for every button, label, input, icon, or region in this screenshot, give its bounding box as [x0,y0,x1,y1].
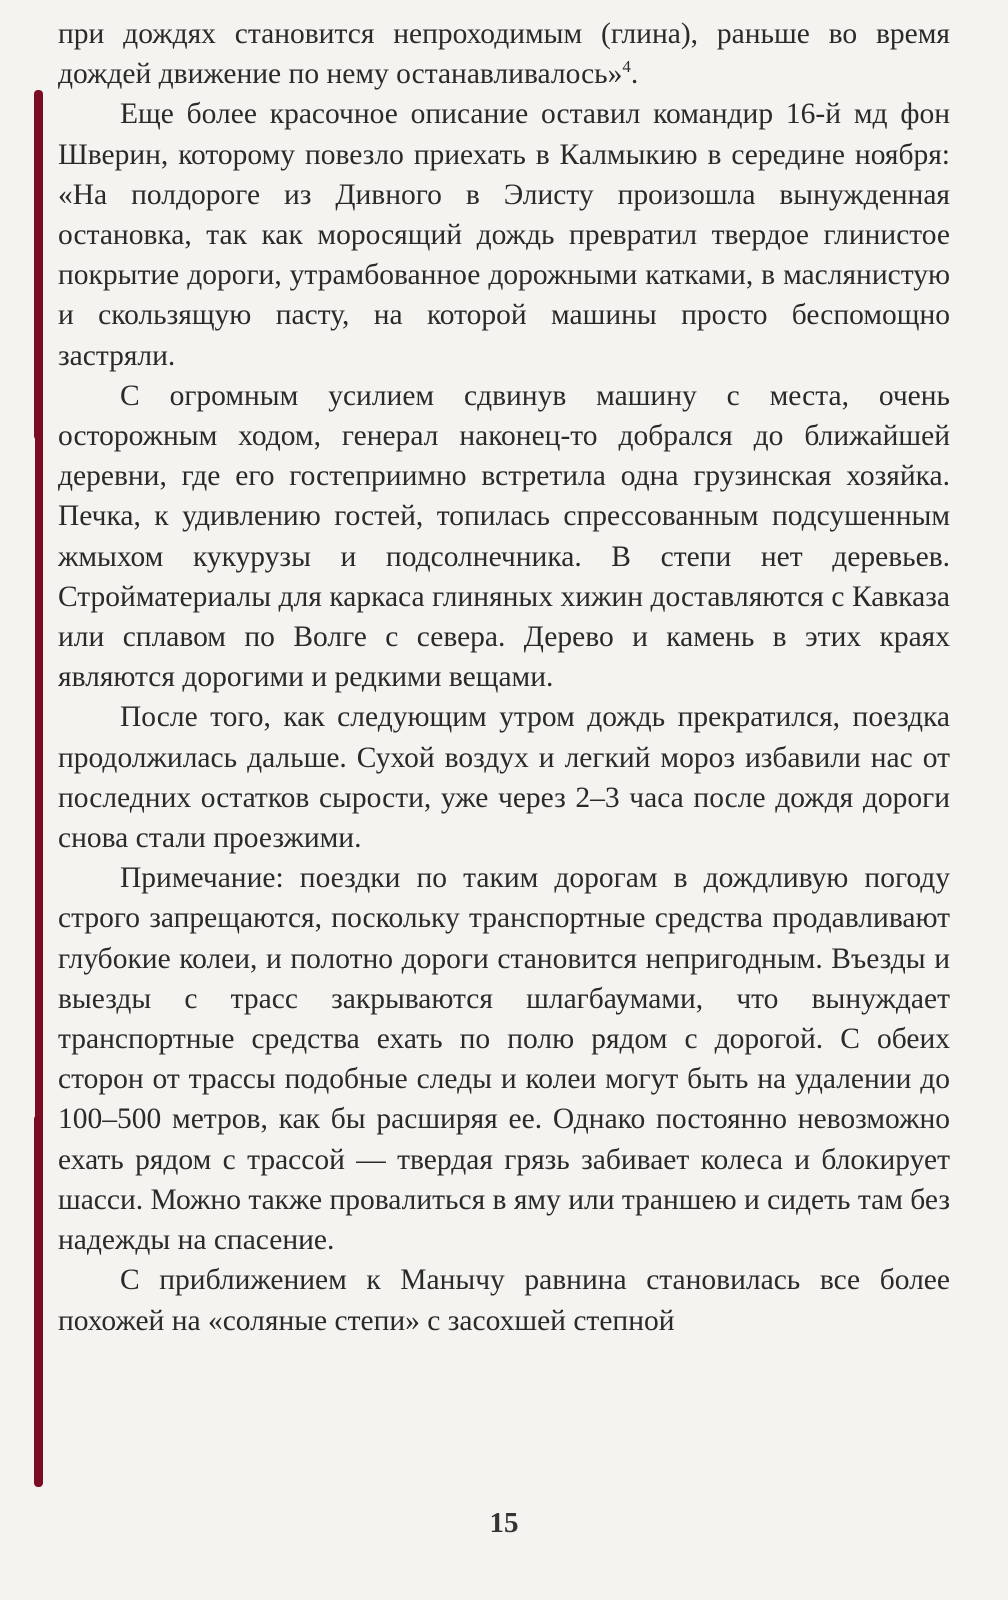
highlight-bar-top [34,90,43,440]
paragraph-1: Еще более красочное описание оставил командир 16-й мд фон Шверин, которому повезло приехать в Калмыкию в середине ноября: «На полдороге из Дивного в Элисту произошла вынужденная остановка, так как моросящий дождь превратил твердое глинистое покрытие дороги, утрамбованное дорожными катками, в маслянистую и скользящую пасту, на которой машины просто беспомощно застряли. [58,98,950,372]
highlight-bar-bottom [34,1115,43,1487]
paragraph-2: С огромным усилием сдвинув машину с места, очень осторожным ходом, генерал наконец-то добрался до ближайшей деревни, где его гостеприимно встретила одна грузинская хозяйка. Печка, к удивлению гостей, топилась спрессованным подсушенным жмыхом кукурузы и подсолнечника. В степи нет деревьев. Стройматериалы для каркаса глиняных хижин доставляются с Кавказа или сплавом по Волге с севера. Дерево и камень в этих краях являются дорогими и редкими вещами. [58,379,950,694]
footnote-reference: 4 [622,57,631,77]
paragraph-continuation: при дождях становится непроходимым (глина), раньше во время дождей движение по нему останавливалось»$^4$. [58,18,950,91]
paragraph-4: Примечание: поездки по таким дорогам в дождливую погоду строго запрещаются, поскольку транспортные средства продавливают глубокие колеи, и полотно дороги становится непригодным. Въезды и выезды с трасс закрываются шлагбаумами, что вынуждает транспортные средства ехать по полю рядом с дорогой. С обеих сторон от трассы подобные следы и колеи могут быть на удалении до 100–500 метров, как бы расширяя ее. Однако постоянно невозможно ехать рядом с трассой — твердая грязь забивает колеса и блокирует шасси. Можно также провалиться в яму или траншею и сидеть там без надежды на спасение. [58,862,950,1257]
page-body-text [58,14,950,1341]
paragraph-3: После того, как следующим утром дождь прекратился, поездка продолжилась дальше. Сухой воздух и легкий мороз избавили нас от последних остатков сырости, уже через 2–3 часа после дождя дороги снова стали проезжими. [58,701,950,855]
highlight-bar-middle [35,420,43,1130]
paragraph-5: С приближением к Манычу равнина становилась все более похожей на «соляные степи» с засохшей степной [58,1264,950,1337]
page-number: 15 [489,1507,519,1539]
